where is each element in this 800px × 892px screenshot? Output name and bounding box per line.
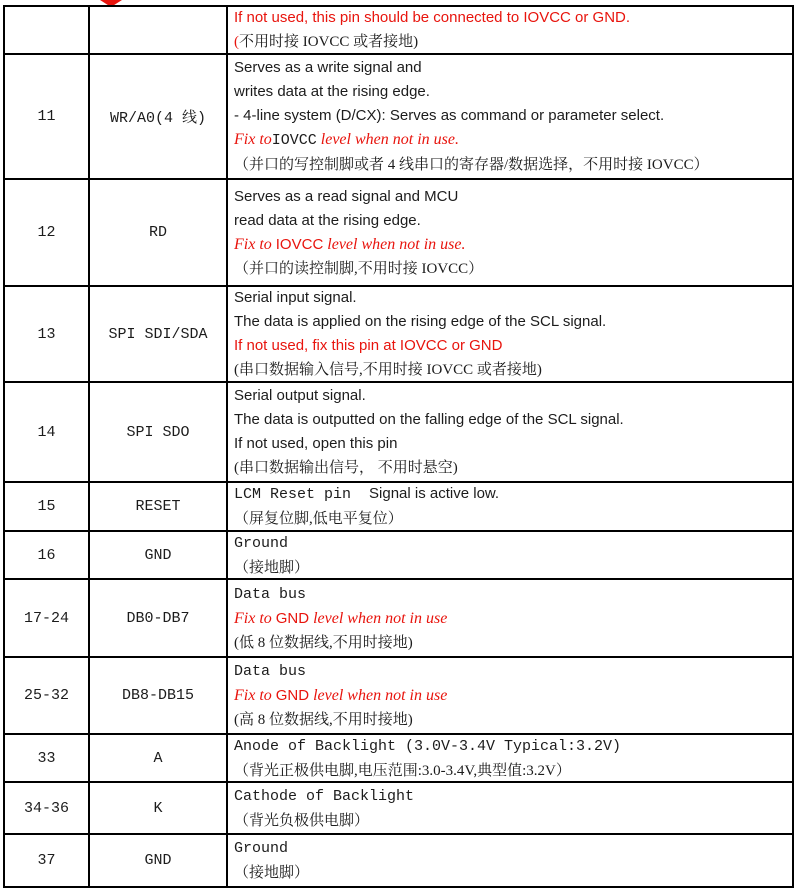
pin-number-cell: 34-36 [5,783,90,833]
text-segment: Serves as a write signal and [234,59,422,76]
pin-name-cell: WR/A0(4 线) [90,55,228,178]
table-row-pin-33 [5,735,792,783]
pin-description-cell [228,783,792,833]
text-segment: （并口的读控制脚,不用时接 IOVCC） [234,260,484,277]
pin-description-cell [228,287,792,381]
description-line [234,607,790,631]
pin-description-cell [228,735,792,781]
description-line [234,80,790,104]
text-segment: Cathode of Backlight [234,787,415,805]
text-segment: If not used, fix this pin at IOVCC or GND [234,337,503,354]
description-line [234,384,790,408]
description-line [234,456,790,480]
pin-name-cell: SPI SDI/SDA [90,287,228,381]
description-line [234,153,790,177]
description-line [234,759,790,782]
pin-description-cell [228,483,792,530]
text-segment: IOVCC [275,235,324,253]
table-row-continuation [5,7,792,55]
description-line [234,209,790,233]
description-line [234,507,790,530]
pin-number-cell: 17-24 [5,580,90,656]
text-segment: The data is applied on the rising edge of the SCL signal. [234,313,607,330]
description-line [234,233,790,257]
text-segment: （背光负极供电脚） [234,812,370,829]
text-segment: level when not in use [309,609,448,627]
description-line [234,432,790,456]
pin-description-cell [228,55,792,178]
description-line [234,287,790,310]
text-segment: read data at the rising edge. [234,211,421,229]
description-line [234,809,790,833]
text-segment: （屏复位脚,低电平复位） [234,511,403,527]
text-segment: level when not in use. [323,235,466,253]
text-segment: writes data at the rising edge. [234,83,430,100]
description-line [234,735,790,759]
pin-name-cell [90,7,228,53]
pin-number-cell: 15 [5,483,90,530]
pin-number-cell: 14 [5,383,90,481]
pin-name-cell: RD [90,180,228,285]
text-segment: Serves as a read signal and MCU [234,187,459,205]
text-segment: （并口的写控制脚或者 4 线串口的寄存器/数据选择，不用时接 IOVCC） [234,157,709,173]
pin-description-cell [228,658,792,733]
description-line [234,408,790,432]
table-row-pin-15 [5,483,792,532]
text-segment: LCM Reset pin [234,486,370,503]
text-segment: If not used, this pin should be connected to IOVCC or GND. [234,9,631,26]
description-line [234,659,790,684]
table-row-pin-13 [5,287,792,383]
text-segment: （背光正极供电脚,电压范围:3.0-3.4V,典型值:3.2V） [234,762,571,779]
text-segment: (高 8 位数据线,不用时接地) [234,712,413,728]
text-segment: level when not in use. [316,131,459,148]
pin-number-cell: 25-32 [5,658,90,733]
text-segment: Serial input signal. [234,289,357,306]
text-segment: Fix to [234,131,272,148]
description-line [234,784,790,809]
description-line [234,56,790,80]
description-line [234,532,790,556]
text-segment: The data is outputted on the falling edge of the SCL signal. [234,411,624,428]
text-segment: （接地脚） [234,865,310,881]
description-line [234,358,790,381]
table-row-pin-37 [5,835,792,886]
description-line [234,631,790,655]
text-segment: (串口数据输出信号， 不用时悬空) [234,460,458,476]
description-line [234,7,790,30]
text-segment: (低 8 位数据线,不用时接地) [234,634,413,651]
description-line [234,104,790,128]
pin-description-cell [228,835,792,886]
pin-number-cell: 33 [5,735,90,781]
description-line [234,684,790,708]
pin-name-cell: K [90,783,228,833]
description-line [234,556,790,579]
text-segment: Serial output signal. [234,387,366,404]
pin-description-cell [228,7,792,53]
table-row-pin-11 [5,55,792,180]
text-segment: level when not in use [309,687,448,704]
table-row-pin-16 [5,532,792,580]
pin-name-cell: DB0-DB7 [90,580,228,656]
text-segment: 不用时接 IOVCC 或者接地) [239,34,419,50]
text-segment: Signal is active low. [369,485,500,502]
pin-name-cell: SPI SDO [90,383,228,481]
description-line [234,30,790,53]
table-row-pins-25-32 [5,658,792,735]
description-line [234,836,790,861]
pin-number-cell: 11 [5,55,90,178]
text-segment: Ground [234,534,289,552]
text-segment: Data bus [234,585,307,603]
pin-name-cell: DB8-DB15 [90,658,228,733]
pin-description-cell [228,532,792,578]
pin-description-cell [228,580,792,656]
description-line [234,185,790,209]
table-row-pin-14 [5,383,792,483]
pin-name-cell: GND [90,835,228,886]
pin-number-cell: 12 [5,180,90,285]
description-line [234,257,790,281]
table-row-pin-12 [5,180,792,287]
text-segment: GND [275,609,310,627]
description-line [234,334,790,358]
description-line [234,128,790,153]
text-segment: Data bus [234,663,307,680]
pin-description-cell [228,180,792,285]
pin-name-cell: RESET [90,483,228,530]
description-line [234,582,790,607]
pin-name-cell: GND [90,532,228,578]
text-segment: GND [275,687,310,704]
description-line [234,861,790,885]
pin-number-cell [5,7,90,53]
table-row-pins-34-36 [5,783,792,835]
text-segment: If not used, open this pin [234,435,398,452]
description-line [234,310,790,334]
pin-number-cell: 16 [5,532,90,578]
pin-description-table [3,5,794,888]
text-segment: (串口数据输入信号,不用时接 IOVCC 或者接地) [234,362,542,378]
text-segment: Ground [234,840,289,857]
description-line [234,483,790,507]
text-segment: - 4-line system (D/CX): Serves as command or parameter select. [234,107,665,124]
pin-number-cell: 13 [5,287,90,381]
pin-number-cell: 37 [5,835,90,886]
text-segment: Anode of Backlight (3.0V-3.4V Typical:3.2V) [234,737,622,755]
text-segment: IOVCC [271,132,317,149]
text-segment: Fix to [234,687,276,704]
text-segment: Fix to [234,609,276,627]
pin-description-cell [228,383,792,481]
text-segment: Fix to [234,235,276,253]
text-segment: （接地脚） [234,559,310,576]
pin-name-cell: A [90,735,228,781]
description-line [234,708,790,732]
text-segment: ( [234,34,239,50]
table-row-pins-17-24 [5,580,792,658]
